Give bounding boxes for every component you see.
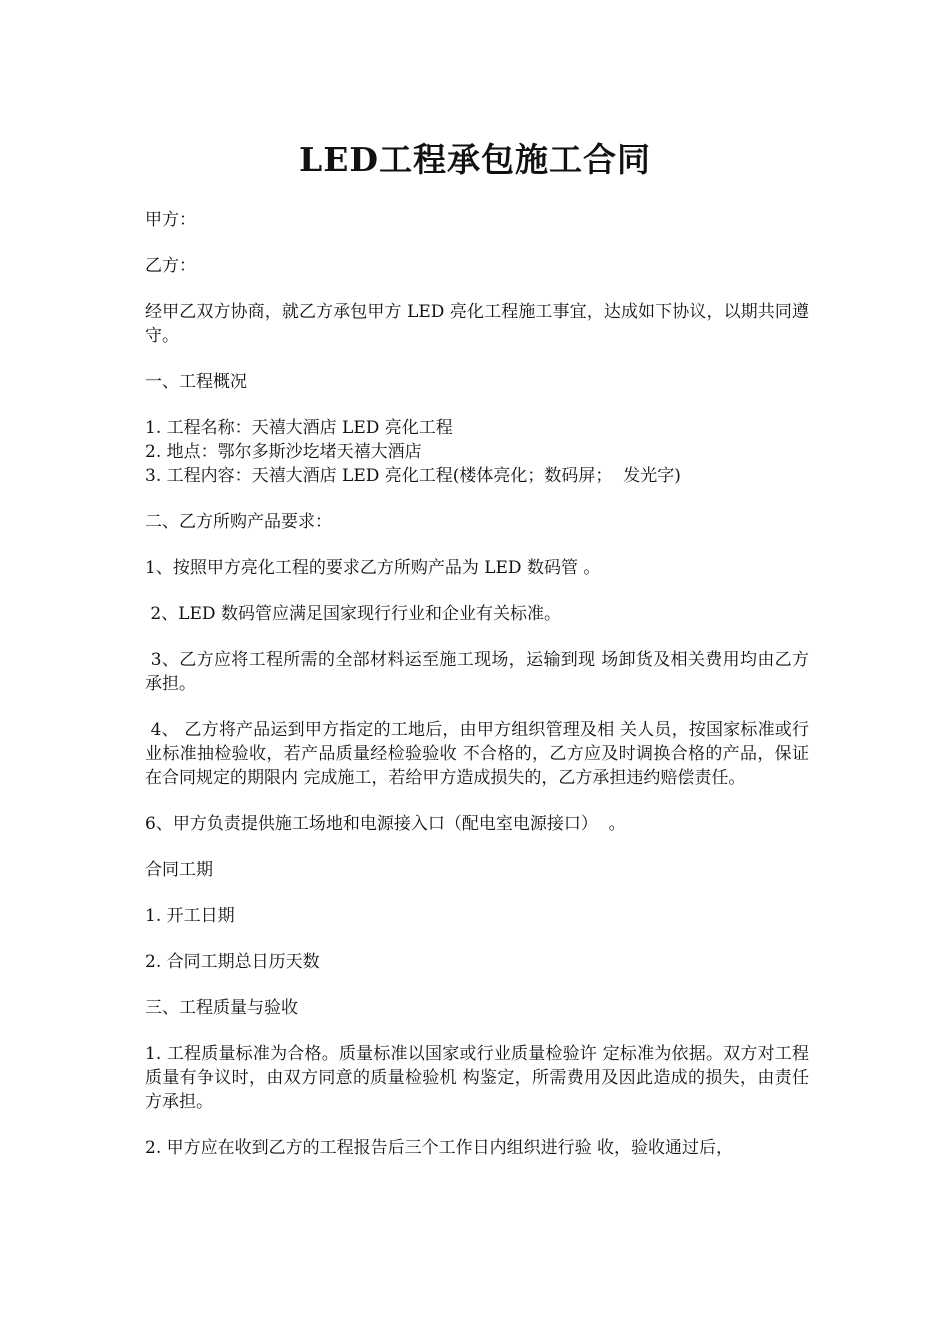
document-title: LED工程承包施工合同 xyxy=(299,140,651,179)
section1-item: 3. 工程内容：天禧大酒店 LED 亮化工程(楼体亮化；数码屏； 发光字) xyxy=(145,466,681,486)
section2-item: 6、甲方负责提供施工场地和电源接入口（配电室电源接口） 。 xyxy=(145,814,626,834)
schedule-heading: 合同工期 xyxy=(145,860,213,880)
schedule-item: 2. 合同工期总日历天数 xyxy=(145,952,320,972)
document-body xyxy=(145,208,809,1160)
section1-item: 2. 地点：鄂尔多斯沙圪堵天禧大酒店 xyxy=(145,442,422,462)
schedule-item: 1. 开工日期 xyxy=(145,906,235,926)
section2-item: 4、 乙方将产品运到甲方指定的工地后，由甲方组织管理及相 关人员，按国家标准或行业标准抽检验收，若产品质量经检验验收 不合格的，乙方应及时调换合格的产品，保证在合同规定的期限内 完成施工，若给甲方造成损失的，乙方承担违约赔偿责任。 xyxy=(145,720,810,788)
party-b-line: 乙方： xyxy=(145,256,196,276)
section3-item: 1. 工程质量标准为合格。质量标准以国家或行业质量检验许 定标准为依据。双方对工程质量有争议时，由双方同意的质量检验机 构鉴定，所需费用及因此造成的损失，由责任方承担。 xyxy=(145,1044,809,1112)
section2-item: 3、乙方应将工程所需的全部材料运至施工现场，运输到现 场卸货及相关费用均由乙方承担。 xyxy=(145,650,810,694)
section1-item: 1. 工程名称：天禧大酒店 LED 亮化工程 xyxy=(145,418,453,438)
intro-paragraph: 经甲乙双方协商，就乙方承包甲方 LED 亮化工程施工事宜，达成如下协议，以期共同遵守。 xyxy=(145,302,809,346)
section3-heading: 三、工程质量与验收 xyxy=(145,998,298,1018)
section2-item: 2、LED 数码管应满足国家现行行业和企业有关标准。 xyxy=(145,604,561,624)
section1-heading: 一、工程概况 xyxy=(145,372,247,392)
party-a-line: 甲方： xyxy=(145,210,196,230)
section3-item: 2. 甲方应在收到乙方的工程报告后三个工作日内组织进行验 收，验收通过后， xyxy=(145,1138,734,1158)
section2-heading: 二、乙方所购产品要求： xyxy=(145,512,332,532)
section2-item: 1、按照甲方亮化工程的要求乙方所购产品为 LED 数码管 。 xyxy=(145,558,601,578)
